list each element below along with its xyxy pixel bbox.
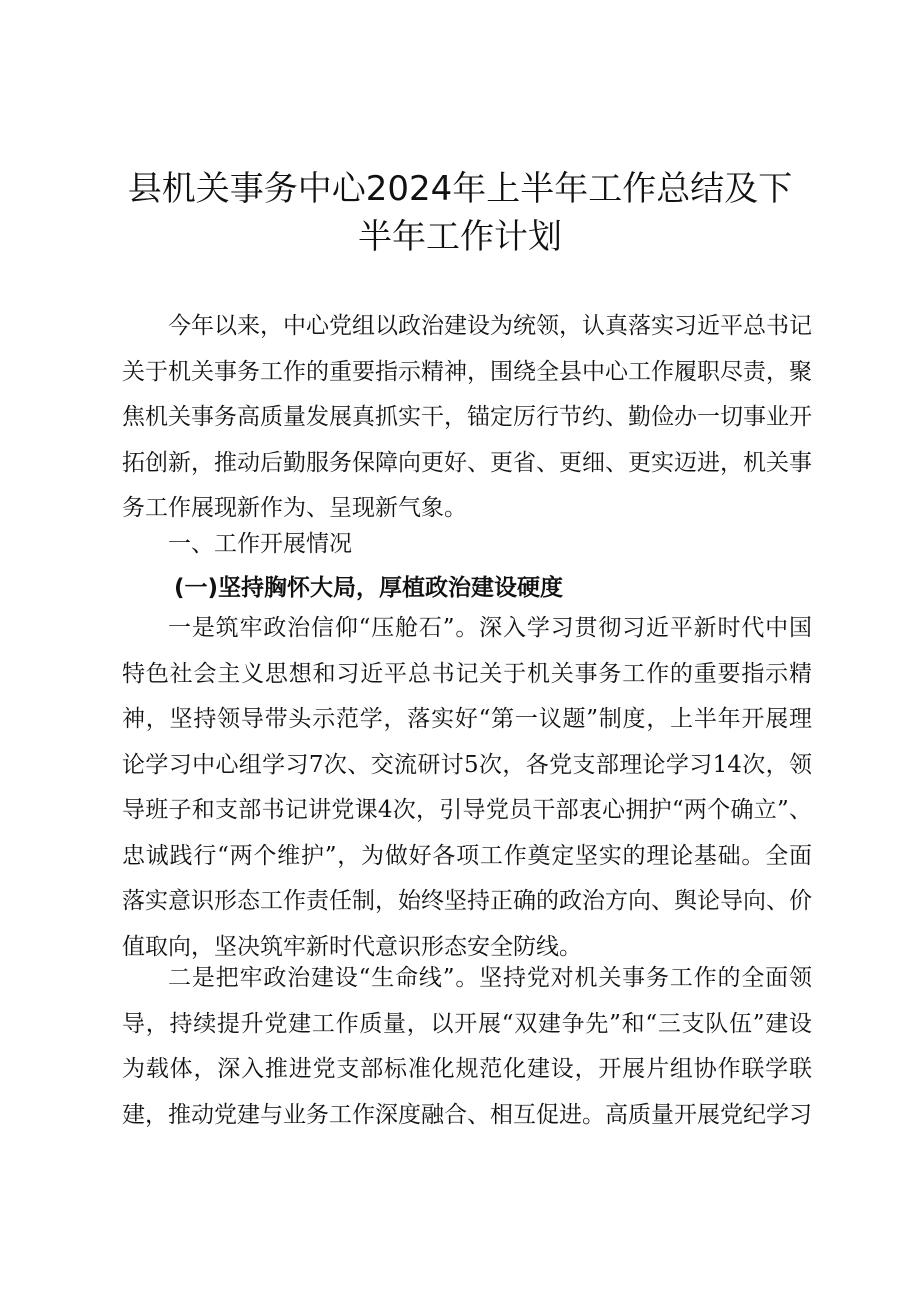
- body-paragraph-2: 二是把牢政治建设“生命线”。坚持党对机关事务工作的全面领导，持续提升党建工作质量，以开展“双建争先”和“三支队伍”建设为载体，深入推进党支部标准化规范化建设，开展片组协作联学联建，推动党建与业务工作深度融合、相互促进。高质量开展党纪学习: [122, 965, 812, 1128]
- subsection-heading: (一)坚持胸怀大局，厚植政治建设硬度: [174, 575, 564, 601]
- intro-paragraph: 今年以来，中心党组以政治建设为统领，认真落实习近平总书记关于机关事务工作的重要指示精神，围绕全县中心工作履职尽责，聚焦机关事务高质量发展真抓实干，锚定厉行节约、勤俭办一切事业开拓创新，推动后勤服务保障向更好、更省、更细、更实迈进，机关事务工作展现新作为、呈现新气象。: [122, 313, 812, 521]
- document-title-line-1: 县机关事务中心2024年上半年工作总结及下: [127, 169, 793, 209]
- document-title-line-2: 半年工作计划: [358, 217, 562, 257]
- section-heading: 一、工作开展情况: [168, 531, 352, 557]
- body-paragraph-1: 一是筑牢政治信仰“压舱石”。深入学习贯彻习近平新时代中国特色社会主义思想和习近平总书记关于机关事务工作的重要指示精神，坚持领导带头示范学，落实好“第一议题”制度，上半年开展理论学习中心组学习7次、交流研讨5次，各党支部理论学习14次，领导班子和支部书记讲党课4次，引导党员干部衷心拥护“两个确立”、忠诚践行“两个维护”，为做好各项工作奠定坚实的理论基础。全面落实意识形态工作责任制，始终坚持正确的政治方向、舆论导向、价值取向，坚决筑牢新时代意识形态安全防线。: [122, 615, 812, 960]
